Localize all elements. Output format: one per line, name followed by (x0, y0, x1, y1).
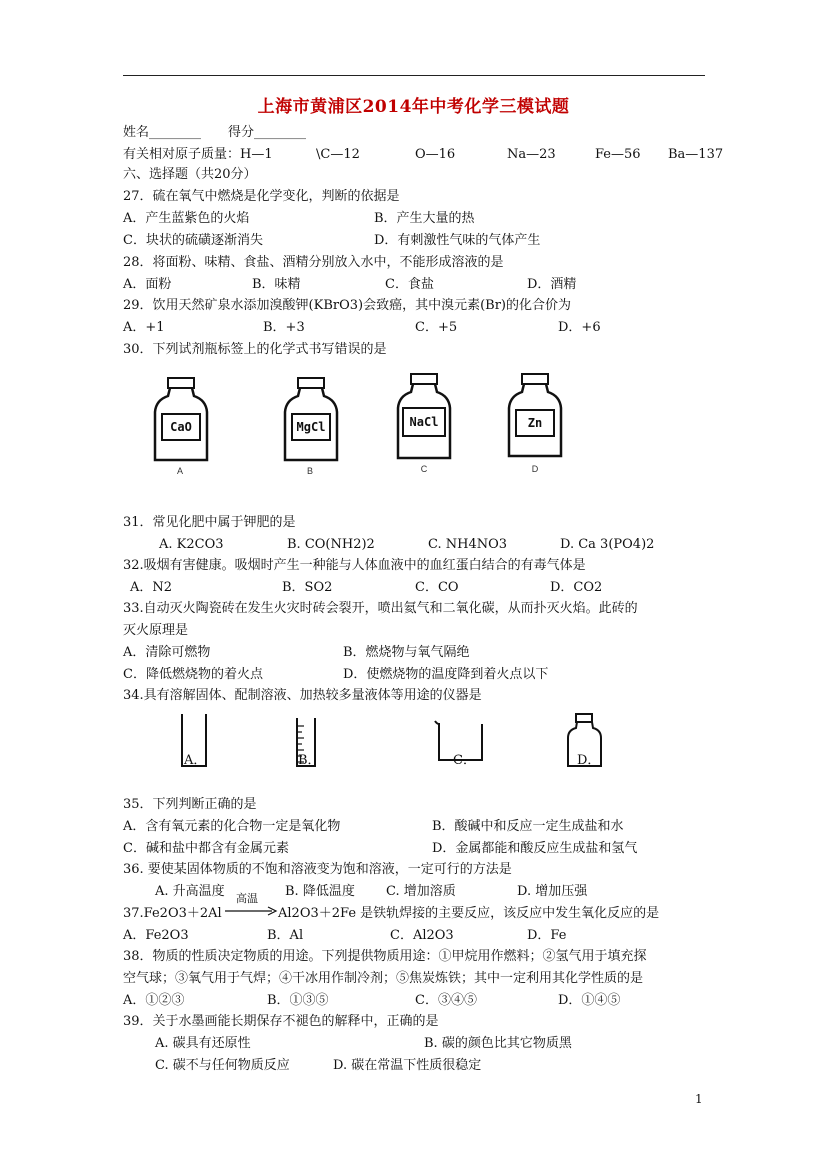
question-28-option-a: A．面粉 (123, 277, 172, 292)
section-heading: 六、选择题（共20分） (123, 167, 257, 182)
question-37-equation-rhs: Al2O3＋2Fe 是铁轨焊接的主要反应，该反应中发生氧化反应的是 (278, 906, 660, 921)
question-33-option-a: A．清除可燃物 (123, 645, 211, 660)
question-28-option-c: C．食盐 (385, 277, 434, 292)
question-39-option-a: A. 碳具有还原性 (155, 1036, 251, 1051)
question-29-option-a: A．+1 (123, 320, 165, 335)
question-29-option-c: C．+5 (415, 320, 458, 335)
question-35-option-b: B．酸碱中和反应一定生成盐和水 (432, 819, 624, 834)
question-31-option-d: D. Ca 3(PO4)2 (560, 537, 655, 552)
question-27-option-c: C．块状的硫磺逐渐消失 (123, 233, 263, 248)
question-37-option-c: C．Al2O3 (390, 928, 454, 943)
question-39-option-b: B. 碳的颜色比其它物质黑 (424, 1036, 572, 1051)
question-31-stem: 31．常见化肥中属于钾肥的是 (123, 515, 296, 530)
reagent-bottle-a (146, 376, 216, 476)
bottle-c-label: NaCl (409, 415, 439, 429)
question-38-stem-line-2: 空气球；③氧气用于气焊；④干冰用作制冷剂；⑤焦炭炼铁；其中一定利用其化学性质的是 (123, 971, 644, 986)
question-29-option-d: D．+6 (558, 320, 601, 335)
question-27-stem: 27．硫在氧气中燃烧是化学变化，判断的依据是 (123, 189, 400, 204)
question-37-equation-lhs: 37.Fe2O3＋2Al (123, 906, 222, 921)
reagent-bottle-b (276, 376, 346, 476)
atomic-mass-o: O—16 (415, 147, 456, 162)
question-35-stem: 35．下列判断正确的是 (123, 797, 257, 812)
question-27-option-a: A．产生蓝紫色的火焰 (123, 211, 250, 226)
question-34-option-b: B． (298, 753, 321, 768)
question-38-option-c: C．③④⑤ (415, 993, 477, 1008)
top-rule (123, 75, 705, 76)
question-33-stem-line-1: 33.自动灭火陶瓷砖在发生火灾时砖会裂开，喷出氦气和二氧化碳，从而扑灭火焰。此砖的 (123, 601, 638, 616)
question-32-option-d: D．CO2 (550, 580, 603, 595)
question-29-option-b: B．+3 (263, 320, 305, 335)
question-38-stem-line-1: 38．物质的性质决定物质的用途。下列提供物质用途：①甲烷用作燃料；②氢气用于填充探 (123, 949, 647, 964)
question-38-option-b: B．①③⑤ (267, 993, 329, 1008)
question-35-option-a: A．含有氧元素的化合物一定是氧化物 (123, 819, 341, 834)
question-36-option-a: A. 升高温度 (155, 884, 225, 899)
question-33-stem-line-2: 灭火原理是 (123, 623, 189, 638)
question-37-option-b: B．Al (267, 928, 304, 943)
bottle-a-caption: A (176, 466, 184, 476)
question-27-option-d: D．有刺激性气味的气体产生 (374, 233, 541, 248)
question-31-option-a: A. K2CO3 (159, 537, 224, 552)
question-34-option-d: D． (577, 753, 601, 768)
question-38-option-d: D．①④⑤ (558, 993, 621, 1008)
question-32-option-c: C．CO (415, 580, 459, 595)
question-32-option-b: B．SO2 (282, 580, 333, 595)
question-28-stem: 28．将面粉、味精、食盐、酒精分别放入水中，不能形成溶液的是 (123, 255, 504, 270)
question-35-option-c: C．碱和盐中都含有金属元素 (123, 841, 289, 856)
question-39-option-d: D. 碳在常温下性质很稳定 (333, 1058, 482, 1073)
question-37-option-a: A．Fe2O3 (123, 928, 189, 943)
reagent-bottle-c (389, 372, 459, 476)
atomic-mass-label: 有关相对原子质量：H—1 (123, 147, 273, 162)
question-32-stem: 32.吸烟有害健康。吸烟时产生一种能与人体血液中的血红蛋白结合的有毒气体是 (123, 558, 586, 573)
question-34-option-c: C． (453, 753, 476, 768)
page-title: 上海市黄浦区2014年中考化学三模试题 (257, 97, 570, 117)
bottle-b-caption: B (306, 466, 314, 476)
reaction-condition: 高温 (236, 892, 258, 905)
question-33-option-d: D．使燃烧物的温度降到着火点以下 (343, 667, 549, 682)
atomic-mass-ba: Ba—137 (668, 147, 724, 162)
atomic-mass-na: Na—23 (507, 147, 556, 162)
atomic-mass-fe: Fe—56 (595, 147, 641, 162)
question-31-option-c: C. NH4NO3 (428, 537, 508, 552)
name-field: 姓名________ (123, 125, 202, 140)
question-36-option-b: B. 降低温度 (285, 884, 355, 899)
question-36-option-c: C. 增加溶质 (386, 884, 456, 899)
question-32-option-a: A．N2 (130, 580, 173, 595)
question-28-option-d: D．酒精 (527, 277, 577, 292)
question-29-stem: 29．饮用天然矿泉水添加溴酸钾(KBrO3)会致癌，其中溴元素(Br)的化合价为 (123, 298, 572, 313)
question-36-option-d: D. 增加压强 (517, 884, 588, 899)
question-39-option-c: C. 碳不与任何物质反应 (155, 1058, 290, 1073)
question-28-option-b: B．味精 (252, 277, 301, 292)
question-35-option-d: D．金属都能和酸反应生成盐和氢气 (432, 841, 638, 856)
question-27-option-b: B．产生大量的热 (374, 211, 475, 226)
question-36-stem: 36. 要使某固体物质的不饱和溶液变为饱和溶液，一定可行的方法是 (123, 862, 512, 877)
question-34-option-a: A． (184, 753, 207, 768)
bottle-d-label: Zn (527, 416, 543, 430)
question-37-option-d: D．Fe (527, 928, 567, 943)
question-38-option-a: A．①②③ (123, 993, 185, 1008)
page-number: 1 (695, 1092, 703, 1106)
question-33-option-b: B．燃烧物与氧气隔绝 (343, 645, 470, 660)
question-34-stem: 34.具有溶解固体、配制溶液、加热较多量液体等用途的仪器是 (123, 688, 482, 703)
question-31-option-b: B. CO(NH2)2 (287, 537, 375, 552)
reagent-bottle-d (500, 372, 570, 476)
atomic-mass-c: \C—12 (316, 147, 360, 162)
question-33-option-c: C．降低燃烧物的着火点 (123, 667, 263, 682)
question-39-stem: 39．关于水墨画能长期保存不褪色的解释中，正确的是 (123, 1014, 439, 1029)
question-30-stem: 30．下列试剂瓶标签上的化学式书写错误的是 (123, 342, 387, 357)
bottle-d-caption: D (531, 464, 539, 474)
bottle-b-label: MgCl (296, 420, 326, 434)
bottle-c-caption: C (420, 464, 428, 474)
score-field: 得分________ (228, 125, 307, 140)
bottle-a-label: CaO (170, 420, 192, 434)
reaction-arrow-icon (224, 906, 278, 916)
